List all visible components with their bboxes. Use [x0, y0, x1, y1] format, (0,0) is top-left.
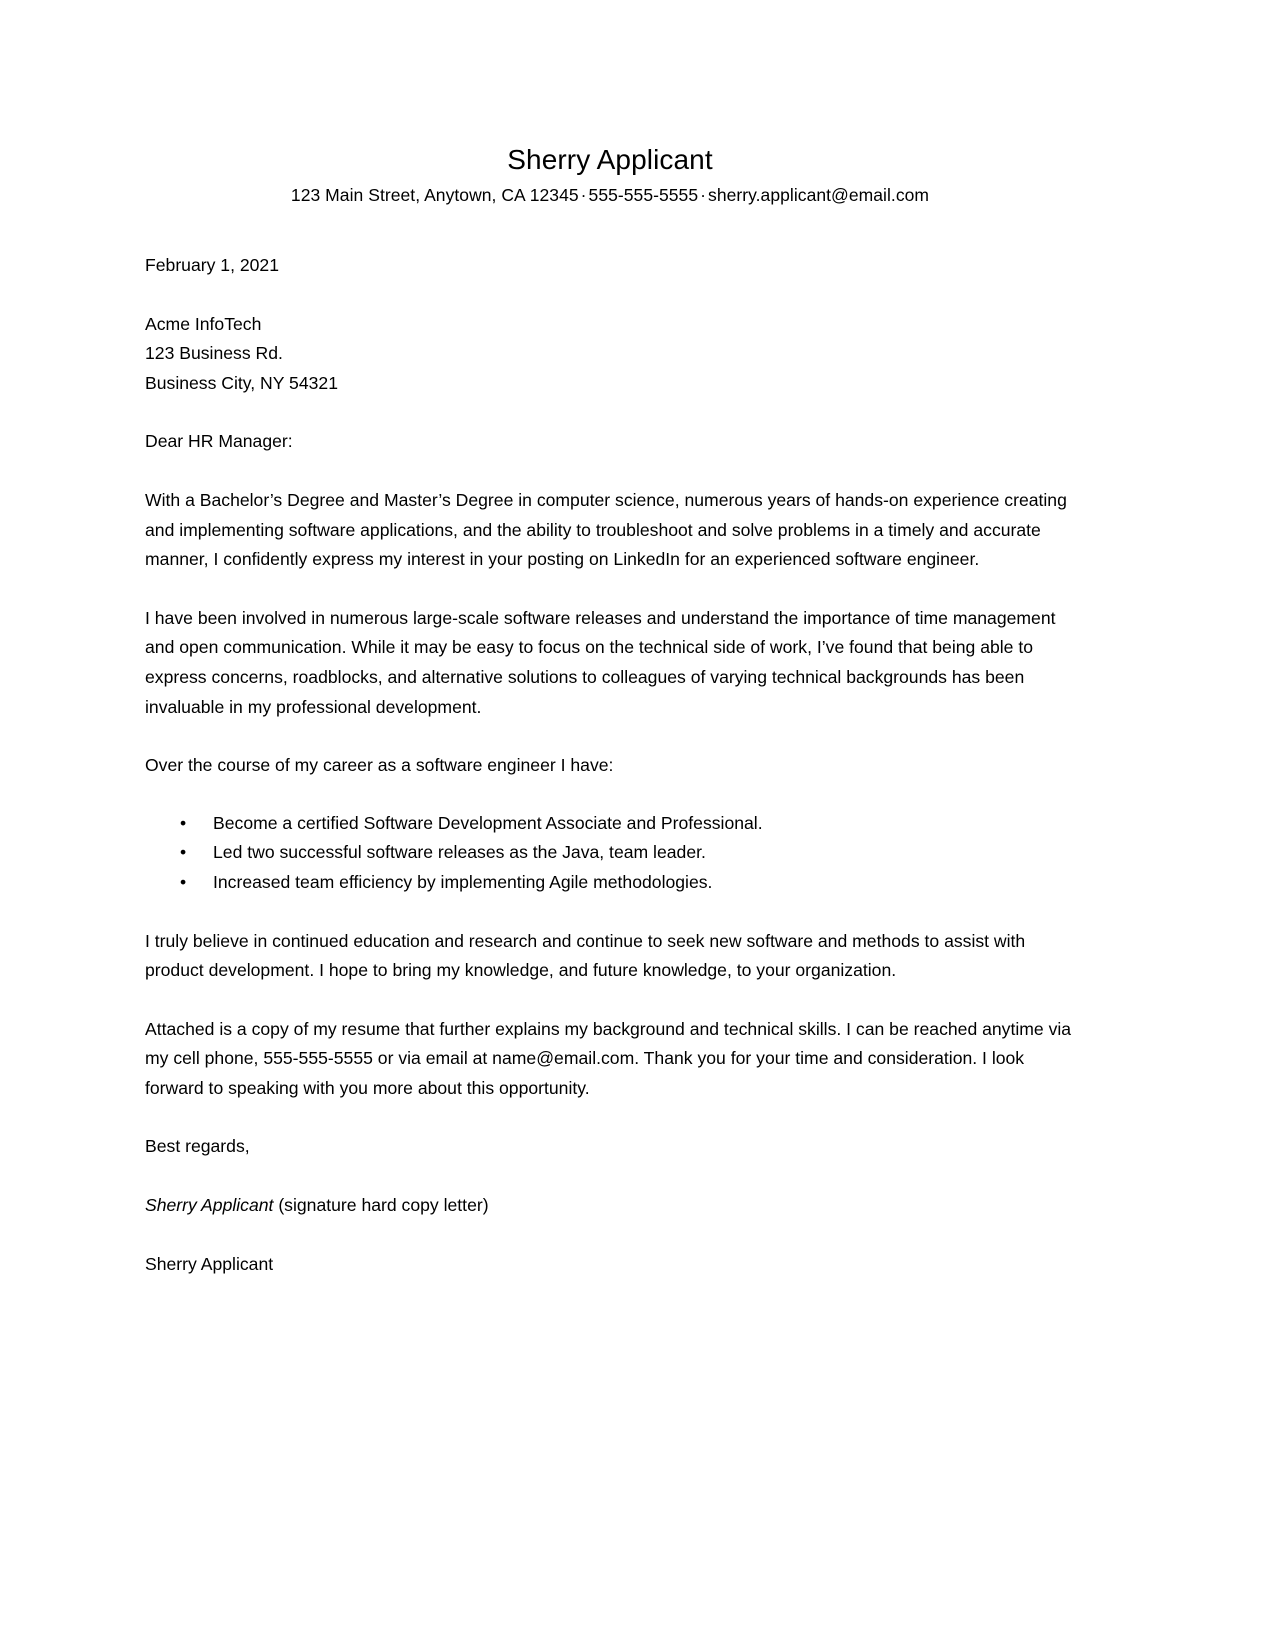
bullet-icon: • — [180, 842, 187, 863]
paragraph-experience: I have been involved in numerous large-scale software releases and understand the importance of time management and open communication. While it may be easy to focus on the technical side of work, I’ve found that being able to express concerns, roadblocks, and alternative solutions to colleagues of varying technical backgrounds has been invaluable in my professional development. — [145, 607, 1056, 717]
spacer-after-recipient — [145, 398, 1075, 427]
signature-name: Sherry Applicant — [145, 1195, 274, 1216]
spacer-after-experience — [145, 722, 1075, 751]
letter-date: February 1, 2021 — [145, 255, 279, 275]
contact-phone: 555-555-5555 — [588, 185, 699, 205]
list-item-label: Become a certified Software Development Associate and Professional. — [213, 812, 763, 833]
letter-body — [145, 207, 1075, 1279]
spacer-after-date — [145, 281, 1075, 310]
list-item — [145, 809, 1075, 839]
bullet-icon: • — [180, 871, 187, 892]
spacer-after-intro — [145, 575, 1075, 604]
contact-email: sherry.applicant@email.com — [708, 185, 930, 205]
list-item-label: Increased team efficiency by implementing Agile methodologies. — [213, 871, 713, 892]
spacer-after-education — [145, 986, 1075, 1015]
spacer-after-list — [145, 898, 1075, 927]
contact-separator-2: · — [700, 185, 707, 205]
paragraph-closing: Attached is a copy of my resume that further explains my background and technical skills. I can be reached anytime via my cell phone, 555-555-5555 or via email at name@email.com. Thank you for your time and consideration. I look forward to speaking with you more about this opportunity. — [145, 1018, 1072, 1098]
paragraph-intro: With a Bachelor’s Degree and Master’s Degree in computer science, numerous years of hands-on experience creating and implementing software applications, and the ability to troubleshoot and solve problems in a timely and accurate manner, I confidently express my interest in your posting on LinkedIn for an experienced software engineer. — [145, 489, 1067, 570]
spacer-after-letterhead — [145, 207, 1075, 251]
closing-phrase: Best regards, — [145, 1136, 250, 1157]
page-title: Sherry Applicant — [507, 144, 713, 175]
letter-body-container — [145, 0, 1075, 1279]
contact-address: 123 Main Street, Anytown, CA 12345 — [290, 185, 579, 205]
paragraph-list-intro: Over the course of my career as a software engineer I have: — [145, 755, 614, 776]
paragraph-education: I truly believe in continued education and research and continue to seek new software and methods to assist with product development. I hope to bring my knowledge, and future knowledge, to your organization. — [145, 930, 1026, 981]
spacer-after-closing-phrase — [145, 1162, 1075, 1191]
achievements-list — [145, 809, 1075, 898]
spacer-after-signature — [145, 1221, 1075, 1250]
recipient-address-block — [145, 310, 1075, 399]
recipient-street: 123 Business Rd. — [145, 343, 283, 364]
list-item-label: Led two successful software releases as the Java, team leader. — [213, 842, 706, 863]
recipient-city-state-zip: Business City, NY 54321 — [145, 372, 338, 393]
salutation: Dear HR Manager: — [145, 431, 293, 452]
recipient-company: Acme InfoTech — [145, 313, 262, 334]
spacer-after-closing — [145, 1103, 1075, 1132]
list-item — [145, 868, 1075, 898]
contact-line — [145, 183, 1075, 207]
signature-note: (signature hard copy letter) — [273, 1195, 489, 1216]
list-item — [145, 838, 1075, 868]
typed-name: Sherry Applicant — [145, 1253, 274, 1274]
spacer-before-list — [145, 781, 1075, 809]
spacer-after-salutation — [145, 457, 1075, 486]
contact-separator-1: · — [580, 185, 587, 205]
signature-line — [145, 1191, 1075, 1221]
bullet-icon: • — [180, 812, 187, 833]
letterhead — [145, 0, 1075, 207]
